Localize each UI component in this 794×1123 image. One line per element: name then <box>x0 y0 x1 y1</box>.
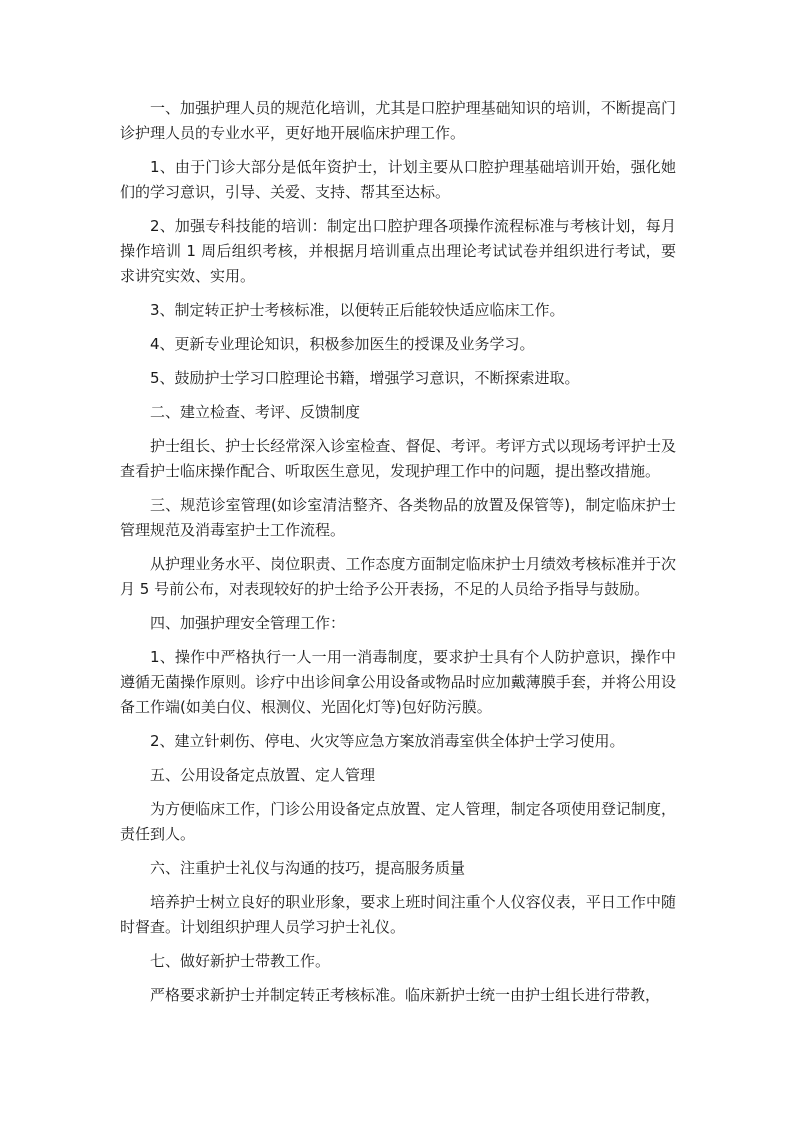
section-4-item-2: 2、建立针刺伤、停电、火灾等应急方案放消毒室供全体护士学习使用。 <box>150 732 625 750</box>
section-7-body: 严格要求新护士并制定转正考核标准。临床新护士统一由护士组长进行带教， <box>150 986 661 1004</box>
section-1-item-5: 5、鼓励护士学习口腔理论书籍，增强学习意识，不断探索进取。 <box>150 369 580 387</box>
section-1-heading: 一、加强护理人员的规范化培训，尤其是口腔护理基础知识的培训，不断提高门诊护理人员的专业水平，更好地开展临床护理工作。 <box>120 99 676 142</box>
section-3-body: 从护理业务水平、岗位职责、工作态度方面制定临床护士月绩效考核标准并于次月 5 号前公布，对表现较好的护士给予公开表扬，不足的人员给予指导与鼓励。 <box>120 555 676 598</box>
section-7-heading: 七、做好新护士带教工作。 <box>150 952 331 970</box>
section-6-heading: 六、注重护士礼仪与沟通的技巧，提高服务质量 <box>150 859 466 877</box>
section-1-item-2: 2、加强专科技能的培训：制定出口腔护理各项操作流程标准与考核计划，每月操作培训 1 周后组织考核，并根据月培训重点出理论考试试卷并组织进行考试，要求讲究实效、实用。 <box>120 217 676 285</box>
section-1-item-1: 1、由于门诊大部分是低年资护士，计划主要从口腔护理基础培训开始，强化她们的学习意识，引导、关爱、支持、帮其至达标。 <box>120 158 676 201</box>
section-1-item-4: 4、更新专业理论知识，积极参加医生的授课及业务学习。 <box>150 335 535 353</box>
section-2-heading: 二、建立检查、考评、反馈制度 <box>150 403 361 421</box>
section-3-heading: 三、规范诊室管理(如诊室清洁整齐、各类物品的放置及保管等)，制定临床护士管理规范及消毒室护士工作流程。 <box>120 496 676 539</box>
section-5-body: 为方便临床工作，门诊公用设备定点放置、定人管理，制定各项使用登记制度，责任到人。 <box>120 800 676 843</box>
section-6-body: 培养护士树立良好的职业形象，要求上班时间注重个人仪容仪表，平日工作中随时督查。计划组织护理人员学习护士礼仪。 <box>120 893 676 936</box>
section-5-heading: 五、公用设备定点放置、定人管理 <box>150 766 376 784</box>
section-1-item-3: 3、制定转正护士考核标准，以便转正后能较快适应临床工作。 <box>150 301 565 319</box>
section-2-body: 护士组长、护士长经常深入诊室检查、督促、考评。考评方式以现场考评护士及查看护士临床操作配合、听取医生意见，发现护理工作中的问题，提出整改措施。 <box>120 437 676 480</box>
section-4-heading: 四、加强护理安全管理工作： <box>150 614 346 632</box>
document-body <box>120 96 676 1017</box>
section-4-item-1: 1、操作中严格执行一人一用一消毒制度，要求护士具有个人防护意识，操作中遵循无菌操作原则。诊疗中出诊间拿公用设备或物品时应加戴薄膜手套，并将公用设备工作端(如美白仪、根测仪、光固化灯等)包好防污膜。 <box>120 648 676 716</box>
